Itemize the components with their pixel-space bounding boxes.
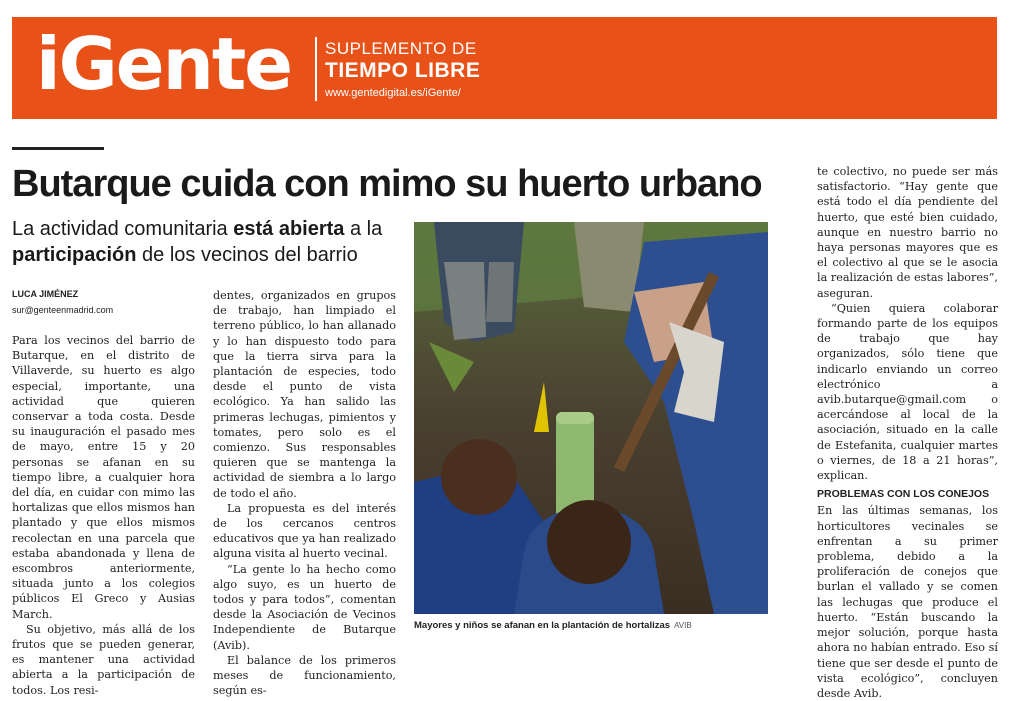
deck-text: a la xyxy=(344,218,383,240)
paragraph: “La gente lo ha hecho como algo suyo, es un huerto de todos y para todos”, comentan desde la Asociación de Vecinos Independiente de Butarque (Avib). xyxy=(213,562,396,652)
paragraph: En las últimas semanas, los horticultores vecinales se enfrentan a su primer problema, debido a la proliferación de conejos que burlan el vallado y se comen las lechugas que produce el huerto. “Están buscando la mejor solución, porque hasta ahora no habían entrado. Eso sí tiene que ser desde el punto de vista ecológico”, concluyen desde Avib. xyxy=(817,504,998,700)
paragraph: El balance de los primeros meses de funcionamiento, según es- xyxy=(213,653,396,698)
paragraph: “Quien quiera colaborar formando parte de los equipos de trabajo que hay organizados, sólo tiene que indicarlo enviando un correo electrónico a avib.butarque@gmail.com o acercándose al local de la asociación, situado en la calle de Estefanita, cualquier martes o viernes, de 18 a 21 horas”, explican. xyxy=(817,301,998,483)
paragraph: te colectivo, no puede ser más satisfactorio. “Hay gente que está todo el día pendiente del huerto, que esté bien cuidado, aunque en nuestro barrio no haya personas mayores que es el colectivo al que se le asocia la realización de estas labores”, aseguran. xyxy=(817,165,998,300)
body-column-2 xyxy=(213,288,396,698)
photo-credit: AVIB xyxy=(674,621,692,630)
paragraph: Para los vecinos del barrio de Butarque, en el distrito de Villaverde, su huerto es algo especial, importante, una actividad que quieren conservar a toda costa. Desde su inauguración el pasado mes de mayo, entre 15 y 20 personas se afanan en su tiempo libre, a cualquier hora del día, en cuidar con mimo las hortalizas que ellos mismos han plantado y que ellos mismos recolectan en una parcela que estaba abandonada y llena de escombros anteriormente, situada junto a los colegios públicos El Greco y Ausias March. xyxy=(12,334,195,621)
deck-text: de los vecinos del barrio xyxy=(136,244,358,266)
garden-photo xyxy=(414,222,768,614)
article-headline: Butarque cuida con mimo su huerto urbano xyxy=(12,163,762,205)
deck-text: La actividad comunitaria xyxy=(12,218,234,240)
body-column-1 xyxy=(12,333,195,698)
igente-logo: iGente xyxy=(36,22,292,106)
garden-photo-illustration xyxy=(414,222,768,614)
supplement-header xyxy=(12,17,997,119)
deck-bold: está abierta xyxy=(233,218,345,240)
subhead: PROBLEMAS CON LOS CONEJOS xyxy=(817,488,990,501)
header-divider xyxy=(315,37,317,101)
caption-text: Mayores y niños se afanan en la plantación de hortalizas xyxy=(414,620,671,631)
paragraph: Su objetivo, más allá de los frutos que se pueden generar, es mantener una actividad abierta a la participación de todos. Los resi- xyxy=(12,622,195,697)
body-column-3 xyxy=(817,164,998,701)
byline: LUCA JIMÉNEZ xyxy=(12,289,79,299)
author-email[interactable]: sur@genteenmadrid.com xyxy=(12,305,114,315)
paragraph: dentes, organizados en grupos de trabajo, han limpiado el terreno público, lo han allanado y lo han dispuesto todo para que la tierra sirva para la plantación de especies, todo desde el punto de vista ecológico. Ya han salido las primeras lechugas, pimientos y tomates, pero solo es el comienzo. Sus responsables quieren que se mantenga la actividad de siembra a lo largo de todo el año. xyxy=(213,289,396,500)
section-rule xyxy=(12,147,104,150)
paragraph: La propuesta es del interés de los cercanos centros educativos que ya han realizado alguna visita al huerto vecinal. xyxy=(213,501,396,561)
photo-caption xyxy=(414,620,774,631)
header-title: TIEMPO LIBRE xyxy=(325,59,481,82)
header-kicker: SUPLEMENTO DE xyxy=(325,39,477,58)
deck-bold: participación xyxy=(12,244,137,266)
header-url[interactable]: www.gentedigital.es/iGente/ xyxy=(325,87,461,99)
article-deck xyxy=(12,216,402,268)
